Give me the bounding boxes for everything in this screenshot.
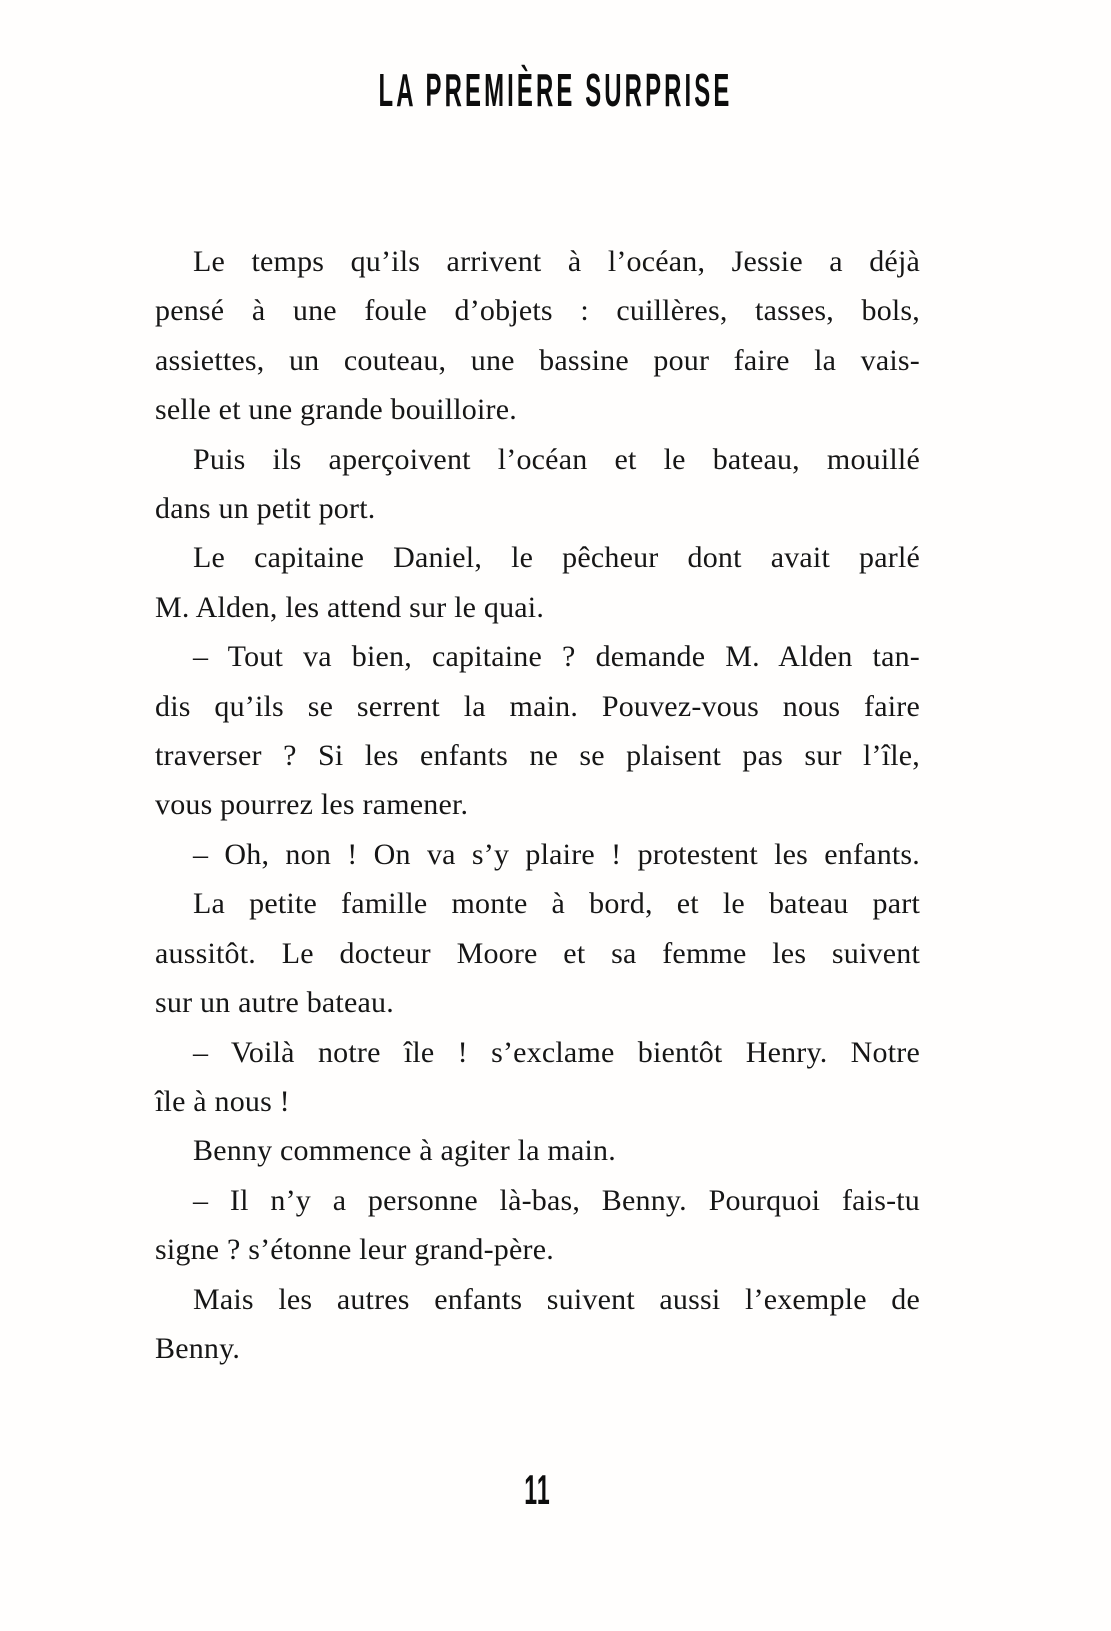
text-line: – Oh, non ! On va s’y plaire ! protestent les enfants. xyxy=(193,837,920,871)
paragraph xyxy=(155,632,920,830)
paragraph xyxy=(155,237,920,435)
text-line: – Il n’y a personne là-bas, Benny. Pourquoi fais-tu xyxy=(193,1183,920,1217)
text-line: assiettes, un couteau, une bassine pour faire la vais- xyxy=(155,343,920,377)
text-line: dans un petit port. xyxy=(155,492,376,526)
paragraph xyxy=(155,1126,920,1175)
paragraph xyxy=(155,1028,920,1127)
text-line: Mais les autres enfants suivent aussi l’exemple de xyxy=(193,1282,920,1316)
paragraph xyxy=(155,1275,920,1374)
text-line: Le temps qu’ils arrivent à l’océan, Jessie a déjà xyxy=(193,245,920,278)
text-line: Benny commence à agiter la main. xyxy=(193,1134,616,1168)
text-line: signe ? s’étonne leur grand-père. xyxy=(155,1233,554,1267)
paragraph xyxy=(155,830,920,879)
text-line: M. Alden, les attend sur le quai. xyxy=(155,590,545,624)
text-line: – Tout va bien, capitaine ? demande M. Alden tan- xyxy=(193,640,920,674)
paragraph xyxy=(155,533,920,632)
paragraph xyxy=(155,879,920,1027)
text-line: Puis ils aperçoivent l’océan et le bateau, mouillé xyxy=(193,442,920,476)
text-line: aussitôt. Le docteur Moore et sa femme les suivent xyxy=(155,936,920,970)
text-line: pensé à une foule d’objets : cuillères, tasses, bols, xyxy=(155,294,920,328)
chapter-title: LA PREMIÈRE SURPRISE xyxy=(378,64,733,116)
text-line: – Voilà notre île ! s’exclame bientôt Henry. Notre xyxy=(193,1035,920,1069)
text-line: Le capitaine Daniel, le pêcheur dont avait parlé xyxy=(193,541,920,575)
text-line: vous pourrez les ramener. xyxy=(155,788,469,822)
text-line: Benny. xyxy=(155,1331,241,1365)
text-line: sur un autre bateau. xyxy=(155,986,394,1020)
text-line: selle et une grande bouilloire. xyxy=(155,393,517,427)
body-text xyxy=(155,237,920,1373)
paragraph xyxy=(155,435,920,534)
text-line: dis qu’ils se serrent la main. Pouvez-vous nous faire xyxy=(155,689,920,723)
paragraph xyxy=(155,1176,920,1275)
text-line: La petite famille monte à bord, et le bateau part xyxy=(193,887,920,921)
page-number: 11 xyxy=(524,1466,551,1513)
text-line: traverser ? Si les enfants ne se plaisent pas sur l’île, xyxy=(155,739,920,773)
text-line: île à nous ! xyxy=(155,1084,290,1118)
